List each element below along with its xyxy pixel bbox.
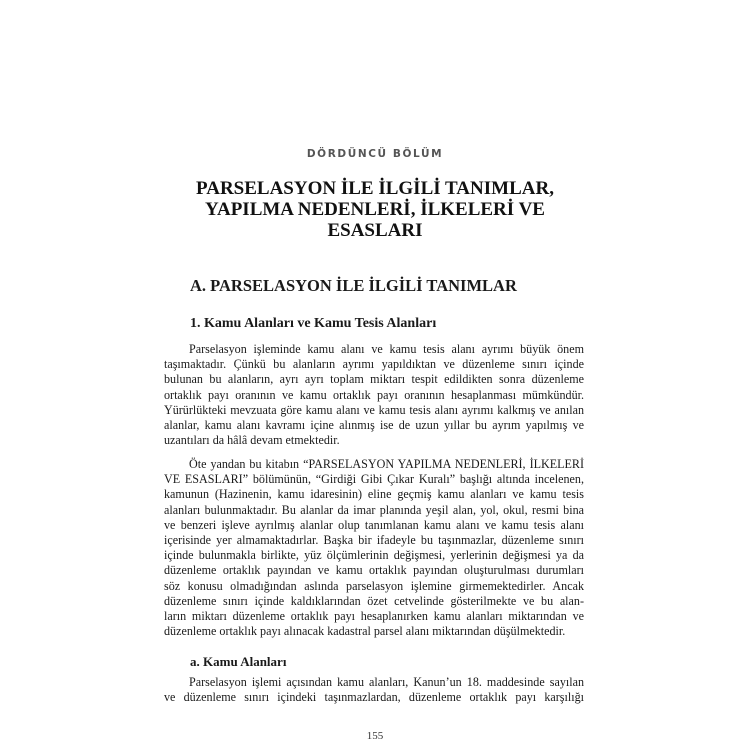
text-line: bulunan bu alanların, ayrı ayrı toplam miktarı tespit edildikten sonra düzenleme — [164, 372, 584, 387]
text-line: uzantıları da hâlâ devam etmektedir. — [164, 433, 340, 448]
chapter-label: DÖRDÜNCÜ BÖLÜM — [306, 148, 444, 160]
text-line: Parselasyon işlemi açısından kamu alanları, Kanun’un 18. maddesinde sayılan — [189, 675, 584, 689]
text-line: ve benzeri işleve ayrılmış alanlar olup tanımlanan kamu alanı ve kamu tesis alanı — [164, 517, 584, 532]
text-line: düzenleme ortaklık payından ve kamu ortaklık payından oluşturulması durumları — [164, 563, 584, 578]
chapter-title-line: YAPILMA NEDENLERİ, İLKELERİ VE — [205, 199, 545, 220]
text-line: ların miktarı düzenleme ortaklık payı hesaplanırken kamu alanları miktarından ve — [164, 609, 584, 624]
text-line: taşımaktadır. Çünkü bu alanların ayrımı yapıldıktan ve düzenleme sınırı içinde — [164, 357, 584, 372]
paragraph-2 — [164, 457, 584, 639]
text-line: söz konusu olmadığından aslında parselasyon işlemine girmemektedirler. Ancak — [164, 578, 584, 593]
text-line: alanlar, kamu alanı kavramı içine alınmış ise de uzun yıllar bu ayrım yapılmış ve — [164, 418, 584, 433]
text-line: düzenleme ortaklık payı alınacak kadastral parsel alanı miktarından düşülmektedir. — [164, 624, 566, 639]
page-number: 155 — [366, 730, 384, 742]
text-line: VE ESASLARI” bölümünün, “Girdiği Gibi Çıkar Kuralı” başlığı altında incelenen, — [164, 472, 584, 487]
text-line: ortaklık payı oranının ve kamu ortaklık payı oranının hesaplanması mümkündür. — [164, 387, 584, 402]
text-line: içinde bulunmakla birlikte, yüz ölçümlerinin değişmesi, yerlerinin değişmesi ya da — [164, 548, 584, 563]
text-line: içerisinde yer almamaktadırlar. Başka bir ifadeyle bu taşınmazlar, düzenleme sınırı — [164, 533, 584, 548]
paragraph-3 — [164, 675, 584, 705]
section-a-heading: A. PARSELASYON İLE İLGİLİ TANIMLAR — [190, 276, 517, 295]
text-line: alanları bulunmaktadır. Bu alanlar da imar planında yeşil alan, yol, okul, resmi bina — [164, 502, 584, 517]
subsection-a-heading: a. Kamu Alanları — [190, 654, 287, 669]
section-1-heading: 1. Kamu Alanları ve Kamu Tesis Alanları — [190, 316, 437, 331]
text-line: ve düzenleme sınırı içindeki taşınmazlardan, düzenleme ortaklık payı karşılığı — [164, 690, 584, 705]
text-line: Yürürlükteki mevzuata göre kamu alanı ve kamu tesis alanı ayrımı kalkmış ve anılan — [164, 402, 584, 417]
chapter-title-line: ESASLARI — [327, 220, 423, 241]
text-line: Parselasyon işleminde kamu alanı ve kamu tesis alanı ayrımı büyük önem — [189, 342, 584, 356]
paragraph-1 — [164, 342, 584, 448]
chapter-title-line: PARSELASYON İLE İLGİLİ TANIMLAR, — [196, 178, 554, 199]
chapter-title — [150, 178, 600, 241]
text-line: kamunun (Hazinenin, kamu idaresinin) eline geçmiş kamu alanları ve kamu tesis — [164, 487, 584, 502]
text-line: Öte yandan bu kitabın “PARSELASYON YAPILMA NEDENLERİ, İLKELERİ — [189, 457, 584, 471]
text-line: düzenleme sınırı içinde kaldıklarından özet cetvelinde gösterilmekte ve bu alan- — [164, 593, 584, 608]
